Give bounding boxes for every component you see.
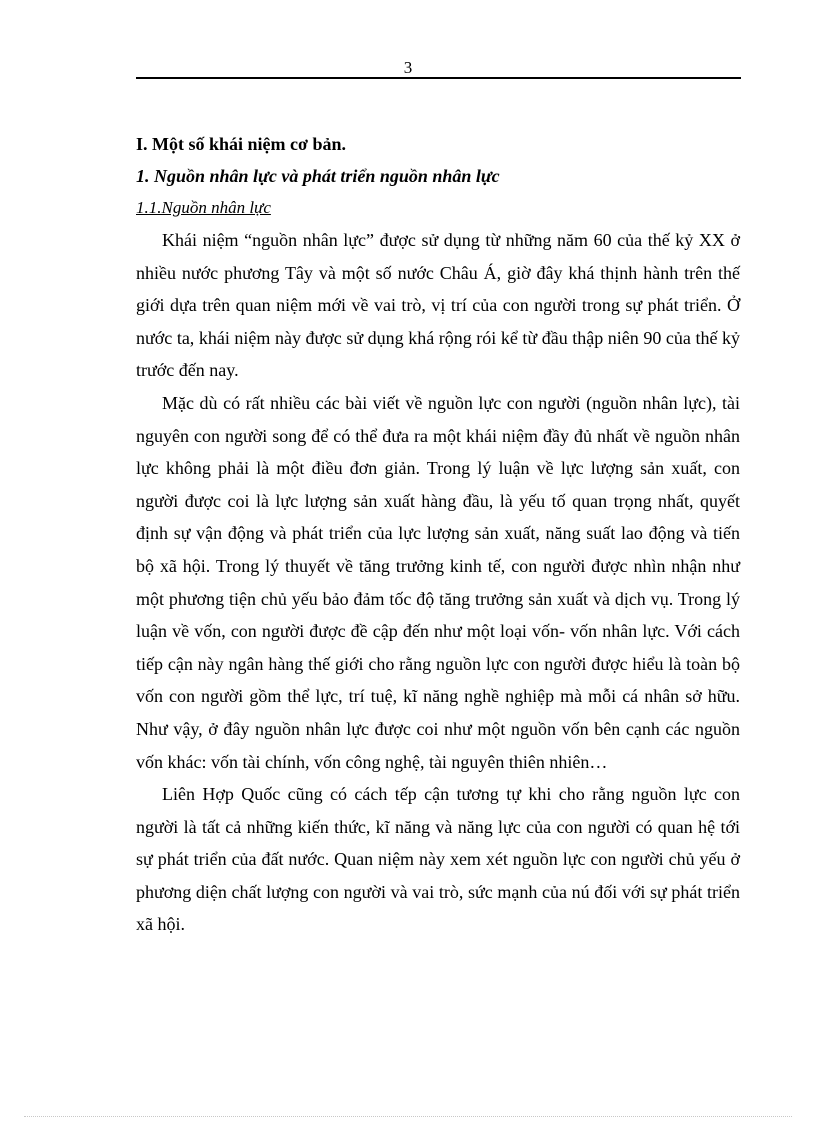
paragraph: Khái niệm “nguồn nhân lực” được sử dụng từ những năm 60 của thế kỷ XX ở nhiều nước phương Tây và một số nước Châu Á, giờ đây khá thịnh hành trên thế giới dựa trên quan niệm mới về vai trò, vị trí của con người trong sự phát triển. Ở nước ta, khái niệm này được sử dụng khá rộng rói kể từ đầu thập niên 90 của thế kỷ trước đến nay.	[136, 230, 740, 381]
sub-sub-heading: 1.1.Nguồn nhân lực	[136, 198, 271, 217]
document-body	[136, 128, 740, 941]
sub-heading: 1. Nguồn nhân lực và phát triển nguồn nhân lực	[136, 166, 500, 186]
paragraph: Mặc dù có rất nhiều các bài viết về nguồn lực con người (nguồn nhân lực), tài nguyên con người song để có thể đưa ra một khái niệm đầy đủ nhất về nguồn nhân lực không phải là một điều đơn giản. Trong lý luận về lực lượng sản xuất, con người được coi là lực lượng sản xuất hàng đầu, là yếu tố quan trọng nhất, quyết định sự vận động và phát triển của lực lượng sản xuất, năng suất lao động và tiến bộ xã hội. Trong lý thuyết về tăng trưởng kinh tế, con người được nhìn nhận như một phương tiện chủ yếu bảo đảm tốc độ tăng trưởng sản xuất và dịch vụ. Trong lý luận về vốn, con người được đề cập đến như một loại vốn- vốn nhân lực. Với cách tiếp cận này ngân hàng thế giới cho rằng nguồn lực con người được hiểu là toàn bộ vốn con người gồm thể lực, trí tuệ, kĩ năng nghề nghiệp mà mỗi cá nhân sở hữu. Như vậy, ở đây nguồn nhân lực được coi như một nguồn vốn bên cạnh các nguồn vốn khác: vốn tài chính, vốn công nghệ, tài nguyên thiên nhiên…	[136, 392, 740, 772]
page-number: 3	[403, 58, 413, 77]
section-heading: I. Một số khái niệm cơ bản.	[136, 134, 346, 154]
paragraph: Liên Hợp Quốc cũng có cách tếp cận tương tự khi cho rằng nguồn lực con người là tất cả những kiến thức, kĩ năng và năng lực của con người có quan hệ tới sự phát triển của đất nước. Quan niệm này xem xét nguồn lực con người chủ yếu ở phương diện chất lượng con người và vai trò, sức mạnh của nú đối với sự phát triển xã hội.	[136, 784, 740, 935]
footer-divider	[24, 1116, 792, 1117]
header-divider	[136, 77, 741, 79]
